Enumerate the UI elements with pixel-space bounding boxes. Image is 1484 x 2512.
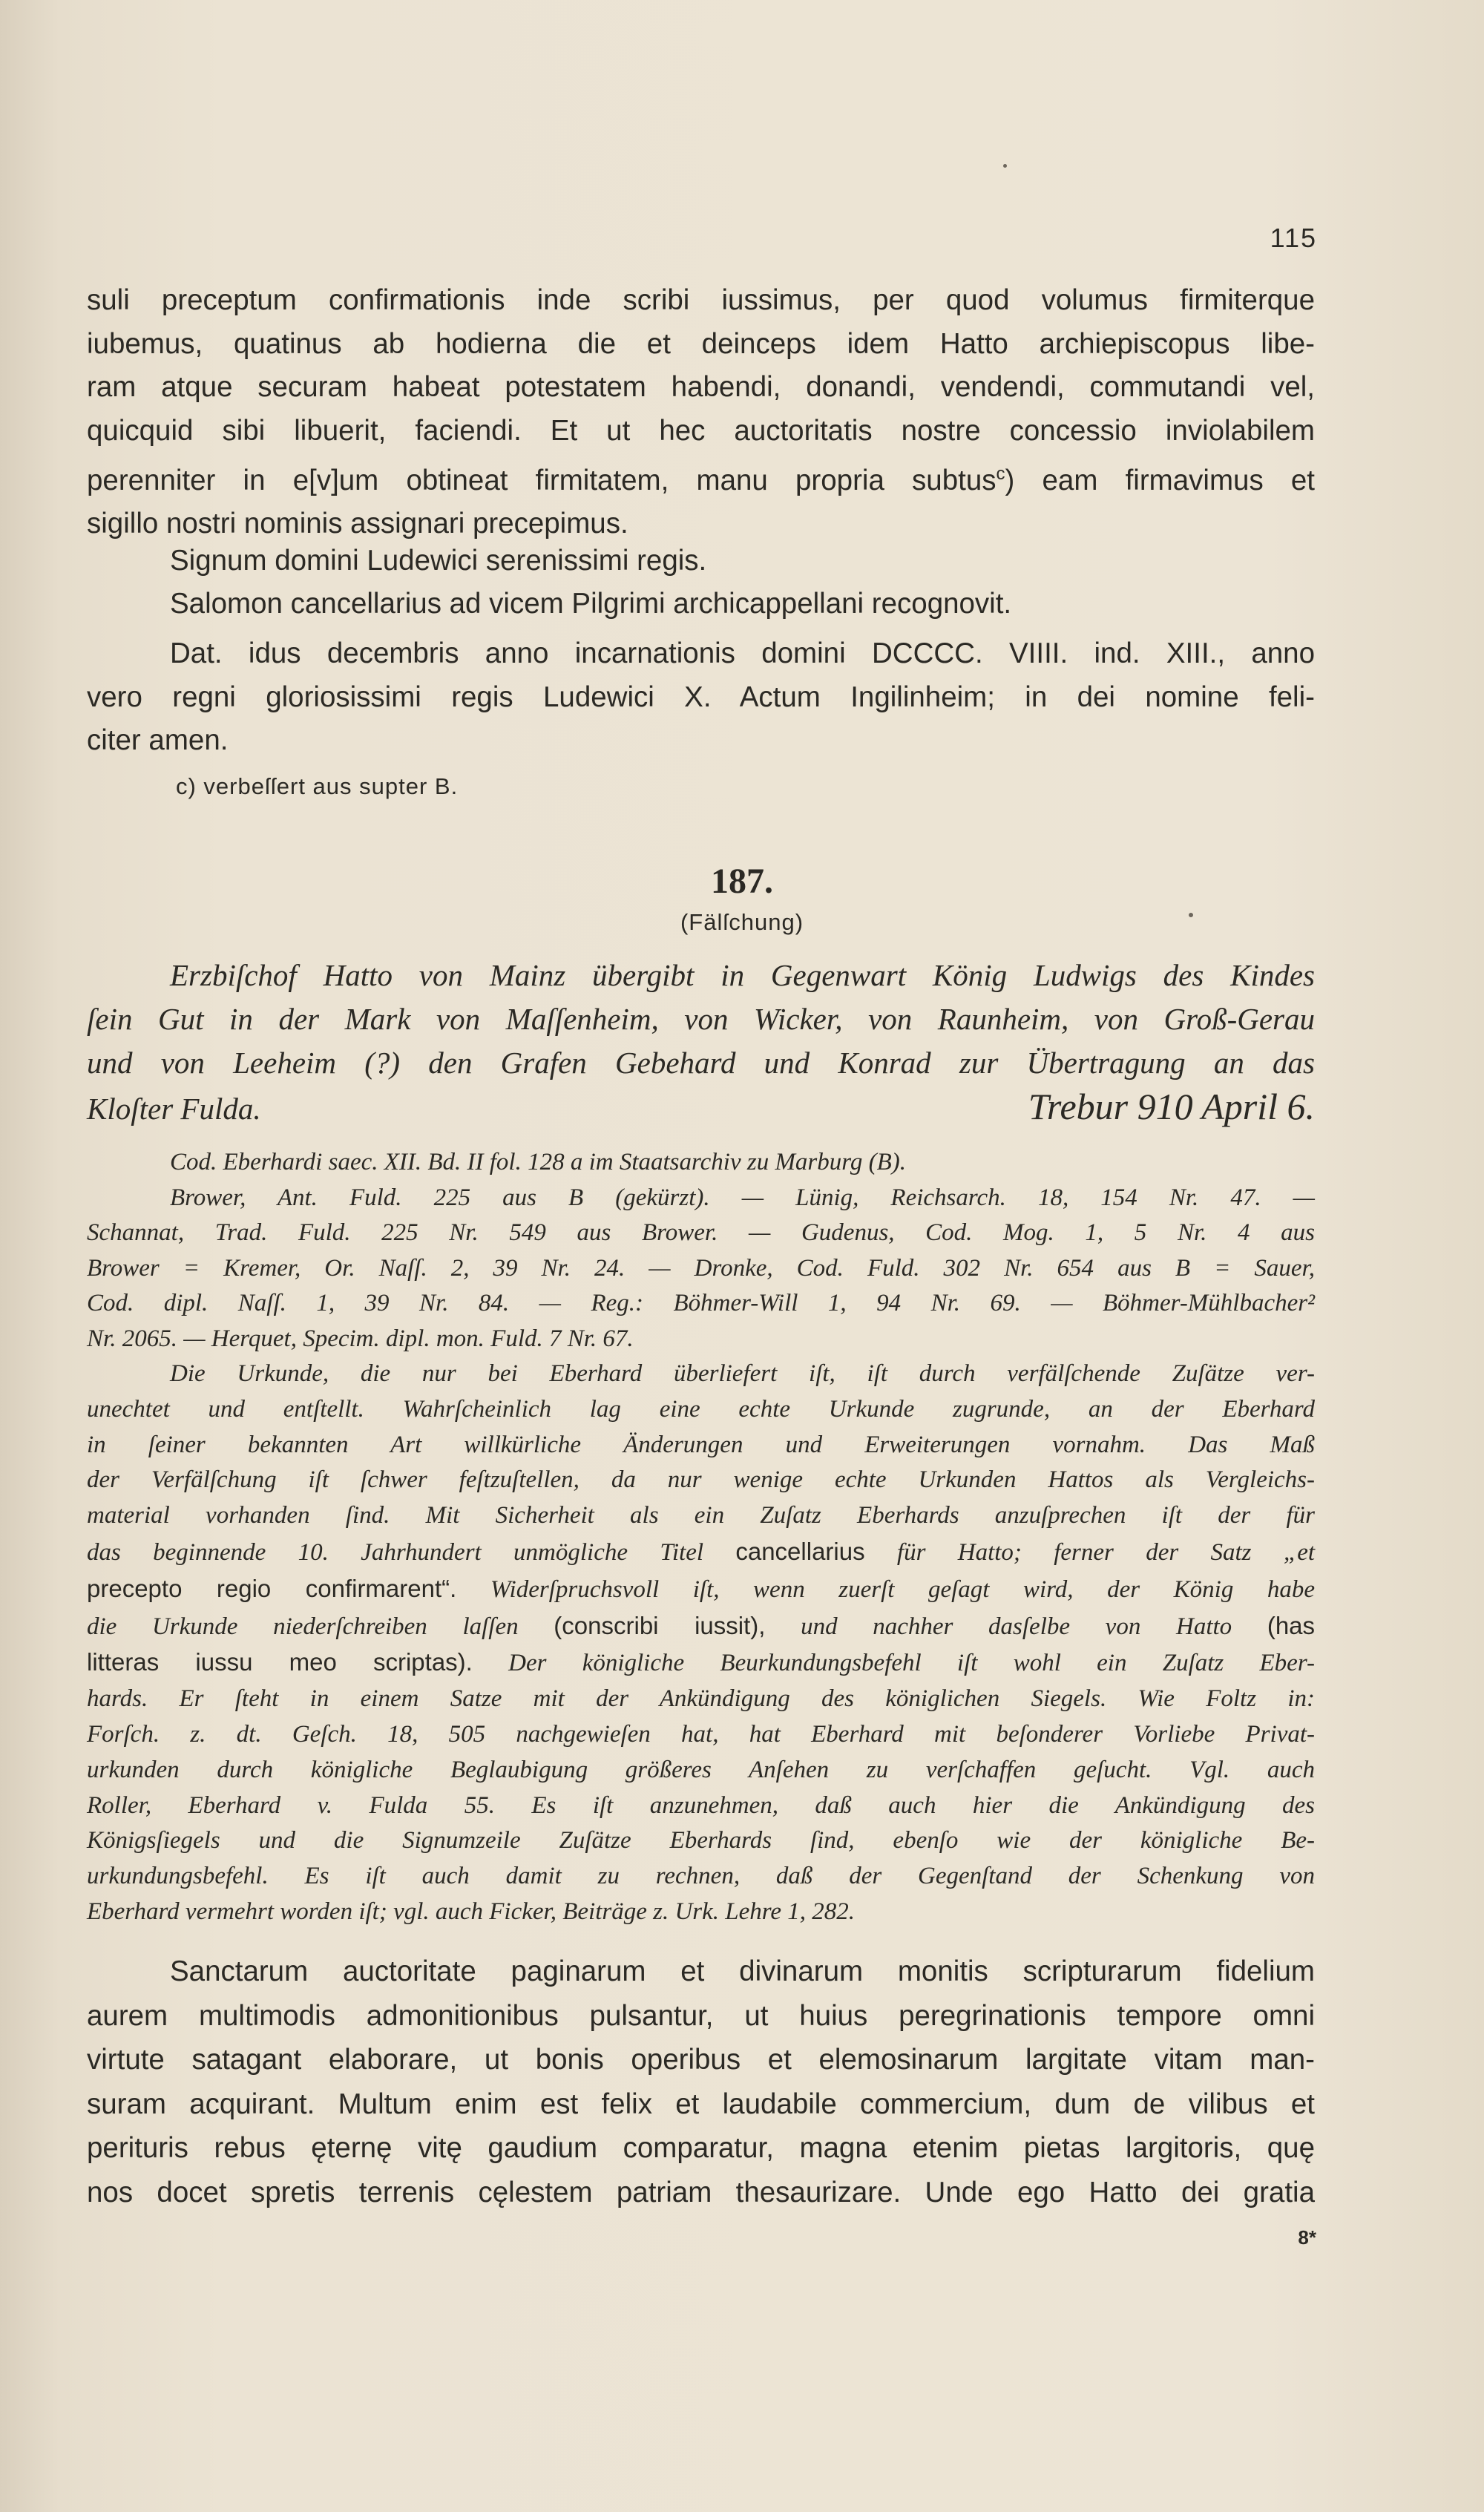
text-segment: für Hatto; ferner der Satz „et	[896, 1538, 1316, 1566]
quoted-latin: cancellarius	[735, 1537, 865, 1565]
document-note: (Fälſchung)	[680, 909, 804, 935]
commentary-line	[87, 1571, 1315, 1608]
text-line: quicquid sibi libuerit, faciendi. Et ut hec auctoritatis nostre concessio inviolabilem	[87, 414, 1315, 447]
text-line: ram atque securam habeat potestatem habendi, donandi, vendendi, commutandi vel,	[87, 371, 1315, 403]
signum-line: Signum domini Ludewici serenissimi regis.	[170, 545, 707, 577]
text-line: nos docet spretis terrenis cęlestem patriam thesaurizare. Unde ego Hatto dei gratia	[87, 2176, 1315, 2208]
commentary-line: unechtet und entſtellt. Wahrſcheinlich lag eine echte Urkunde zugrunde, an der Eberhard	[87, 1395, 1315, 1423]
text-line: iubemus, quatinus ab hodierna die et deinceps idem Hatto archiepiscopus libe-	[87, 327, 1315, 360]
text-line: Dat. idus decembris anno incarnationis domini DCCCC. VIIII. ind. XIII., anno	[170, 637, 1315, 669]
commentary-line: in ſeiner bekannten Art willkürliche Änderungen und Erweiterungen vornahm. Das Maß	[87, 1431, 1315, 1458]
text-segment: die Urkunde niederſchreiben laſſen	[87, 1613, 519, 1640]
document-date: Trebur 910 April 6.	[1028, 1086, 1315, 1127]
text-segment: Widerſpruchsvoll iſt, wenn zuerſt geſagt wird, der König habe	[490, 1575, 1316, 1603]
quoted-latin: (has	[1267, 1611, 1316, 1639]
speck	[1003, 164, 1007, 168]
source-line: Cod. Eberhardi saec. XII. Bd. II fol. 128 a im Staatsarchiv zu Marburg (B).	[170, 1149, 907, 1175]
commentary	[87, 1357, 1315, 1930]
text-line: citer amen.	[87, 724, 229, 756]
source-line: Cod. dipl. Naſſ. 1, 39 Nr. 84. — Reg.: Böhmer-Will 1, 94 Nr. 69. — Böhmer-Mühlbacher²	[87, 1290, 1315, 1316]
document-number: 187.	[711, 862, 773, 901]
regest-line: ſein Gut in der Mark von Maſſenheim, von Wicker, von Raunheim, von Groß-Gerau	[87, 1002, 1315, 1036]
text-line: perituris rebus ęternę vitę gaudium comparatur, magna etenim pietas largitoris, quę	[87, 2132, 1315, 2164]
text-line: suram acquirant. Multum enim est felix et laudabile commercium, dum de vilibus et	[87, 2088, 1315, 2120]
text-segment: Der königliche Beurkundungsbefehl iſt wohl ein Zuſatz Eber-	[508, 1650, 1316, 1677]
page-number: 115	[1270, 223, 1317, 253]
commentary-line	[87, 1644, 1315, 1682]
text-line: Sanctarum auctoritate paginarum et divinarum monitis scripturarum fidelium	[170, 1955, 1315, 1987]
regest-line: und von Leeheim (?) den Grafen Gebehard und Konrad zur Übertragung an das	[87, 1046, 1315, 1080]
source-line: Schannat, Trad. Fuld. 225 Nr. 549 aus Brower. — Gudenus, Cod. Mog. 1, 5 Nr. 4 aus	[87, 1219, 1315, 1246]
source-line: Brower, Ant. Fuld. 225 aus B (gekürzt). — Lünig, Reichsarch. 18, 154 Nr. 47. —	[170, 1184, 1315, 1211]
text-segment: das beginnende 10. Jahrhundert unmögliche Titel	[87, 1538, 704, 1566]
source-line: Nr. 2065. — Herquet, Specim. dipl. mon. Fuld. 7 Nr. 67.	[87, 1325, 634, 1352]
text-segment: perenniter in e[v]um obtineat firmitatem, manu propria subtus	[87, 464, 997, 496]
commentary-line: urkunden durch königliche Beglaubigung größeres Anſehen zu verſchaffen geſucht. Vgl. auch	[87, 1756, 1315, 1783]
text-line: suli preceptum confirmationis inde scribi iussimus, per quod volumus firmiterque	[87, 284, 1315, 316]
commentary-line: material vorhanden ſind. Mit Sicherheit als ein Zuſatz Eberhards anzuſprechen iſt der für	[87, 1502, 1315, 1529]
commentary-line: Eberhard vermehrt worden iſt; vgl. auch Ficker, Beiträge z. Urk. Lehre 1, 282.	[87, 1898, 856, 1925]
dating-clause	[87, 632, 1315, 763]
commentary-line: Königsſiegels und die Signumzeile Zuſätze Eberhards ſind, ebenſo wie der königliche Be-	[87, 1827, 1315, 1855]
text-segment: und nachher dasſelbe von Hatto	[801, 1613, 1232, 1640]
sources	[87, 1145, 1315, 1357]
commentary-line: Die Urkunde, die nur bei Eberhard überliefert iſt, iſt durch verfälſchende Zuſätze ver-	[170, 1360, 1315, 1387]
commentary-line: hards. Er ſteht in einem Satze mit der Ankündigung des königlichen Siegels. Wie Foltz in:	[87, 1685, 1315, 1713]
commentary-line: urkundungsbefehl. Es iſt auch damit zu rechnen, daß der Gegenſtand der Schenkung von	[87, 1863, 1315, 1890]
regest	[87, 954, 1315, 1131]
footnote: c) verbeſſert aus supter B.	[176, 773, 459, 799]
text-line	[87, 453, 1315, 502]
quoted-latin: litteras iussu meo scriptas).	[87, 1648, 473, 1676]
regest-line: Erzbiſchof Hatto von Mainz übergibt in Gegenwart König Ludwigs des Kindes	[170, 958, 1315, 992]
text-line: vero regni gloriosissimi regis Ludewici X. Actum Ingilinheim; in dei nomine feli-	[87, 681, 1315, 713]
regest-last-line	[87, 1085, 1315, 1131]
signature-mark: 8*	[1298, 2226, 1316, 2249]
commentary-line	[87, 1534, 1315, 1571]
footnote-marker: c	[996, 464, 1005, 484]
commentary-line: Roller, Eberhard v. Fulda 55. Es iſt anzunehmen, daß auch hier die Ankündigung des	[87, 1791, 1315, 1819]
text-line: sigillo nostri nominis assignari precepimus.	[87, 508, 628, 540]
top-paragraph	[87, 279, 1315, 546]
text-line: aurem multimodis admonitionibus pulsantur, ut huius peregrinationis tempore omni	[87, 1999, 1315, 2032]
charter-text	[87, 1949, 1315, 2214]
quoted-latin: precepto regio confirmarent“.	[87, 1574, 457, 1602]
source-line: Brower = Kremer, Or. Naſſ. 2, 39 Nr. 24. — Dronke, Cod. Fuld. 302 Nr. 654 aus B = Sauer,	[87, 1254, 1315, 1282]
commentary-line: Forſch. z. dt. Geſch. 18, 505 nachgewieſen hat, hat Eberhard mit beſonderer Vorliebe Privat-	[87, 1720, 1315, 1748]
text-line: virtute satagant elaborare, ut bonis operibus et elemosinarum largitate vitam man-	[87, 2044, 1315, 2076]
commentary-line	[87, 1608, 1315, 1645]
text-segment: ) eam firmavimus et	[1005, 464, 1315, 496]
quoted-latin: (conscribi iussit),	[554, 1611, 766, 1639]
recognition-line: Salomon cancellarius ad vicem Pilgrimi archicappellani recognovit.	[170, 588, 1012, 620]
commentary-line: der Verfälſchung iſt ſchwer feſtzuſtellen, da nur wenige echte Urkunden Hattos als Vergleichs-	[87, 1466, 1315, 1494]
regest-line: Kloſter Fulda.	[87, 1092, 261, 1126]
